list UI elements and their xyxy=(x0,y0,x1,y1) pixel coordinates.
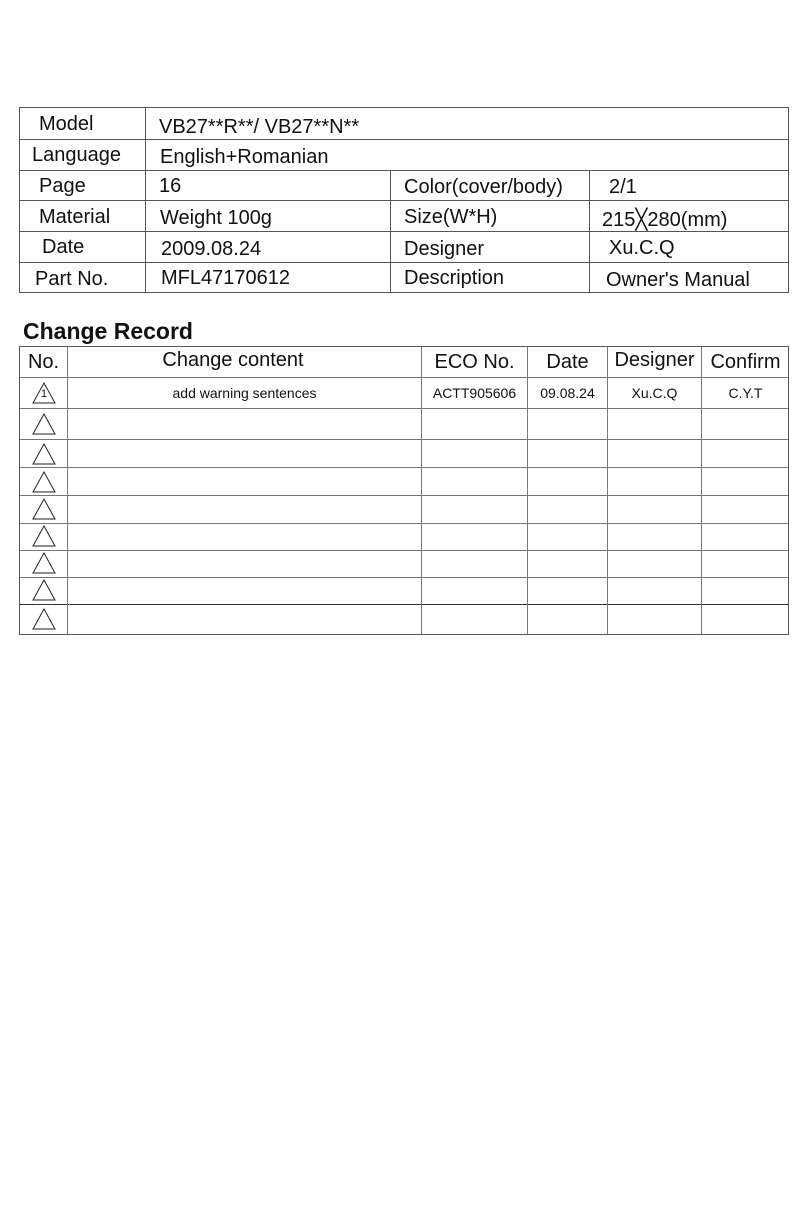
column-divider xyxy=(390,170,391,293)
spec-table xyxy=(19,107,789,293)
date-value: 2009.08.24 xyxy=(161,238,262,260)
revision-number: 1 xyxy=(41,388,48,400)
row-divider xyxy=(20,439,788,440)
header-date: Date xyxy=(546,351,589,373)
header-designer: Designer xyxy=(614,349,695,371)
designer-value: Xu.C.Q xyxy=(609,237,675,259)
language-value: English+Romanian xyxy=(160,146,329,168)
row-divider xyxy=(20,200,788,201)
eco-no-cell: ACTT905606 xyxy=(432,385,517,401)
language-label: Language xyxy=(32,144,121,166)
revision-triangle-icon xyxy=(32,525,56,547)
row-divider xyxy=(20,523,788,524)
designer-label: Designer xyxy=(404,238,485,260)
row-divider xyxy=(20,550,788,551)
revision-triangle-icon xyxy=(32,552,56,574)
model-label: Model xyxy=(39,113,94,135)
header-no: No. xyxy=(27,351,60,373)
row-divider xyxy=(20,170,788,171)
row-divider xyxy=(20,231,788,232)
revision-triangle-icon xyxy=(32,471,56,493)
change-record-title: Change Record xyxy=(23,318,193,344)
color-label: Color(cover/body) xyxy=(404,176,563,198)
revision-triangle-icon xyxy=(32,413,56,435)
date-cell: 09.08.24 xyxy=(540,385,595,401)
description-label: Description xyxy=(404,267,505,289)
model-value: VB27**R**/ VB27**N** xyxy=(159,116,360,138)
description-value: Owner's Manual xyxy=(606,269,750,291)
revision-triangle-icon xyxy=(32,608,56,630)
size-label: Size(W*H) xyxy=(404,206,498,228)
color-value: 2/1 xyxy=(609,176,637,198)
change-record-table xyxy=(19,346,789,635)
designer-cell: Xu.C.Q xyxy=(631,385,678,401)
change-content-cell: add warning sentences xyxy=(172,385,317,401)
column-divider xyxy=(589,170,590,293)
row-divider xyxy=(20,262,788,263)
revision-triangle-icon xyxy=(32,579,56,601)
row-divider xyxy=(20,604,788,605)
header-change-content: Change content xyxy=(162,349,304,371)
header-eco-no: ECO No. xyxy=(434,351,515,373)
row-divider xyxy=(20,467,788,468)
header-confirm: Confirm xyxy=(710,351,781,373)
row-divider xyxy=(20,139,788,140)
partno-value: MFL47170612 xyxy=(161,267,290,289)
page-label: Page xyxy=(39,175,86,197)
revision-triangle-icon xyxy=(32,443,56,465)
column-divider xyxy=(145,108,146,293)
material-value: Weight 100g xyxy=(160,207,272,229)
size-value: 215╳280(mm) xyxy=(602,209,728,231)
row-divider xyxy=(20,577,788,578)
material-label: Material xyxy=(39,206,111,228)
page-value: 16 xyxy=(159,175,182,197)
date-label: Date xyxy=(42,236,85,258)
confirm-cell: C.Y.T xyxy=(728,385,763,401)
revision-triangle-icon xyxy=(32,498,56,520)
row-divider xyxy=(20,495,788,496)
row-divider xyxy=(20,408,788,409)
partno-label: Part No. xyxy=(35,268,109,290)
